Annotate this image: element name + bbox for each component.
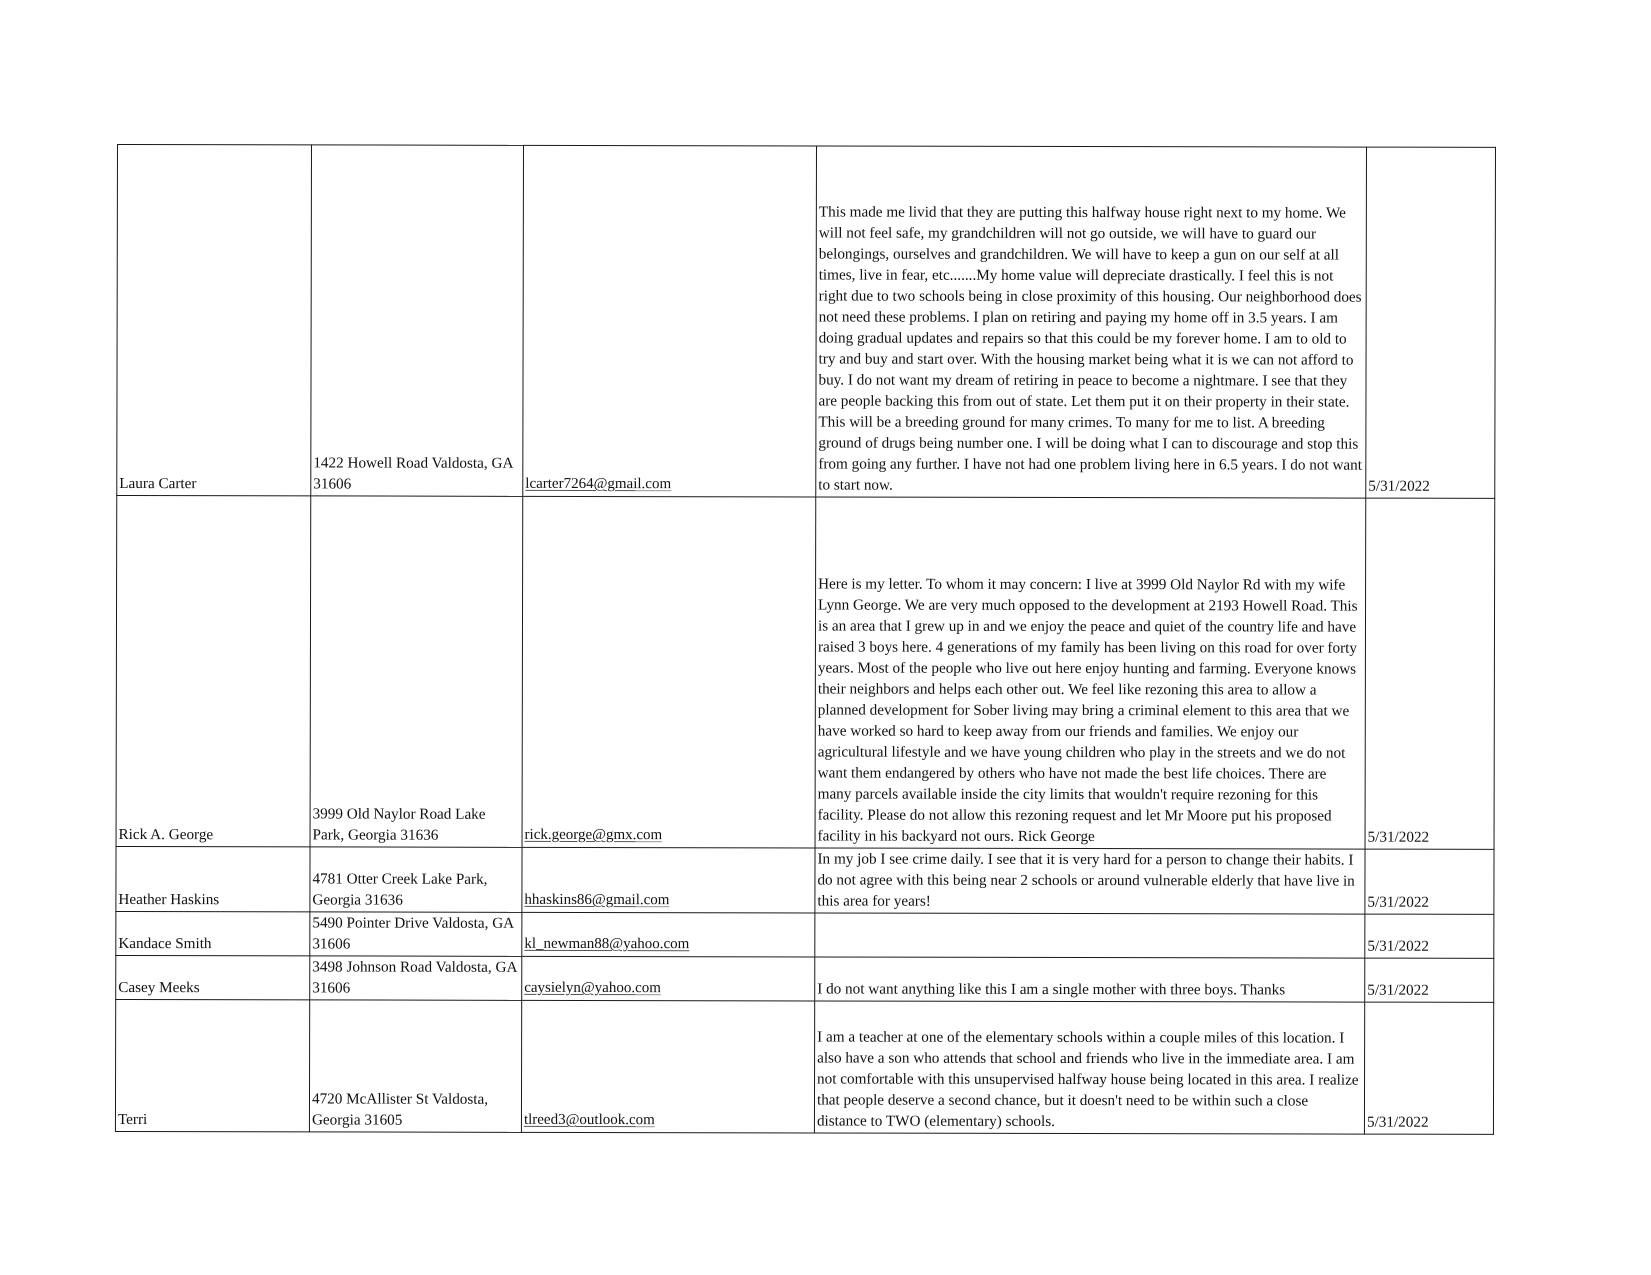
table-row: [116, 496, 1495, 850]
comment-text: This made me livid that they are putting this halfway house right next to my home. We will not feel safe, my grandchildren will not go outside, we will have to guard our belongings, ourselves and grandchildren. We will have to keep a gun on our self at all times, live in fear, etc.......My home value will depreciate drastically. I feel this is not right due to two schools being in close proximity of this housing. Our neighborhood does not need these problems. I plan on retiring and paying my home off in 3.5 years. I am doing gradual updates and repairs so that this could be my forever home. I am to old to try and buy and start over. With the housing market being what it is we can not afford to buy. I do not want my dream of retiring in peace to become a nightmare. I see that they are people backing this from out of state. Let them put it on their property in their state. This will be a breeding ground for many crimes. To many for me to list. A breeding ground of drugs being number one. I will be doing what I can to discourage and stop this from going any further. I have not had one problem living here in 6.5 years. I do not want to start now.: [816, 146, 1367, 498]
comment-date: 5/31/2022: [1365, 498, 1495, 849]
commenter-name: Casey Meeks: [116, 955, 310, 999]
commenter-address: 4781 Otter Creek Lake Park, Georgia 31636: [310, 847, 522, 912]
table-row: [116, 846, 1494, 914]
commenter-email[interactable]: caysielyn@yahoo.com: [524, 979, 661, 997]
comment-text: Here is my letter. To whom it may concern: I live at 3999 Old Naylor Rd with my wife Lynn George. We are very much opposed to the development at 2193 Howell Road. This is an area that I grew up in and we enjoy the peace and quiet of the country life and have raised 3 boys here. 4 generations of my family has been living on this road for over forty years. Most of the people who live out here enjoy hunting and farming. Everyone knows their neighbors and helps each other out. We feel like rezoning this area to allow a planned development for Sober living may bring a criminal element to this area that we have worked so hard to keep away from our friends and families. We enjoy our agricultural lifestyle and we have young children who play in the streets and we do not want them endangered by others who have not made the best life choices. There are many parcels available inside the city limits that wouldn't require rezoning for this facility. Please do not allow this rezoning request and let Mr Moore put his proposed facility in his backyard not ours. Rick George: [815, 497, 1366, 849]
email-cell: [522, 912, 815, 957]
comment-date: 5/31/2022: [1366, 147, 1496, 498]
email-cell: [522, 496, 816, 848]
commenter-name: Heather Haskins: [116, 846, 310, 911]
comment-text: I am a teacher at one of the elementary schools within a couple miles of this location. I also have a son who attends that school and friends who live in the immediate area. I am not comfortable with this unsupervised halfway house being located in this area. I realize that people deserve a second chance, but it doesn't need to be within such a close distance to TWO (elementary) schools.: [814, 1001, 1364, 1134]
public-comments-table: [115, 144, 1496, 1135]
commenter-name: Kandace Smith: [116, 911, 310, 955]
commenter-address: 4720 McAllister St Valdosta, Georgia 31605: [309, 1000, 521, 1132]
table-row: [115, 999, 1493, 1134]
comment-text: In my job I see crime daily. I see that it is very hard for a person to change their habits. I do not agree with this being near 2 schools or around vulnerable elderly that have live in this area for years!: [815, 848, 1365, 914]
commenter-email[interactable]: lcarter7264@gmail.com: [525, 475, 672, 493]
commenter-address: 3999 Old Naylor Road Lake Park, Georgia 31636: [310, 496, 523, 847]
commenter-name: Terri: [115, 999, 309, 1131]
table-row: [116, 955, 1494, 1002]
comment-date: 5/31/2022: [1365, 849, 1494, 914]
commenter-address: 3498 Johnson Road Valdosta, GA 31606: [310, 956, 522, 1000]
comment-text: I do not want anything like this I am a single mother with three boys. Thanks: [815, 957, 1365, 1002]
commenter-email[interactable]: kl_newman88@yahoo.com: [524, 935, 690, 953]
commenter-email[interactable]: rick.george@gmx.com: [524, 826, 663, 844]
table-row: [116, 911, 1494, 958]
commenter-email[interactable]: hhaskins86@gmail.com: [524, 891, 670, 909]
comment-text: [815, 913, 1365, 958]
commenter-name: Laura Carter: [117, 145, 312, 496]
comment-date: 5/31/2022: [1365, 914, 1494, 958]
commenter-address: 5490 Pointer Drive Valdosta, GA 31606: [310, 912, 522, 956]
comments-sheet: [115, 144, 1495, 1135]
commenter-email[interactable]: tlreed3@outlook.com: [523, 1111, 655, 1129]
email-cell: [522, 847, 815, 913]
comment-date: 5/31/2022: [1365, 958, 1494, 1002]
email-cell: [522, 956, 815, 1001]
commenter-address: 1422 Howell Road Valdosta, GA 31606: [311, 145, 524, 496]
email-cell: [521, 1000, 814, 1133]
email-cell: [523, 145, 817, 497]
commenter-name: Rick A. George: [116, 496, 311, 847]
comment-date: 5/31/2022: [1364, 1002, 1493, 1134]
table-row: [117, 145, 1496, 499]
